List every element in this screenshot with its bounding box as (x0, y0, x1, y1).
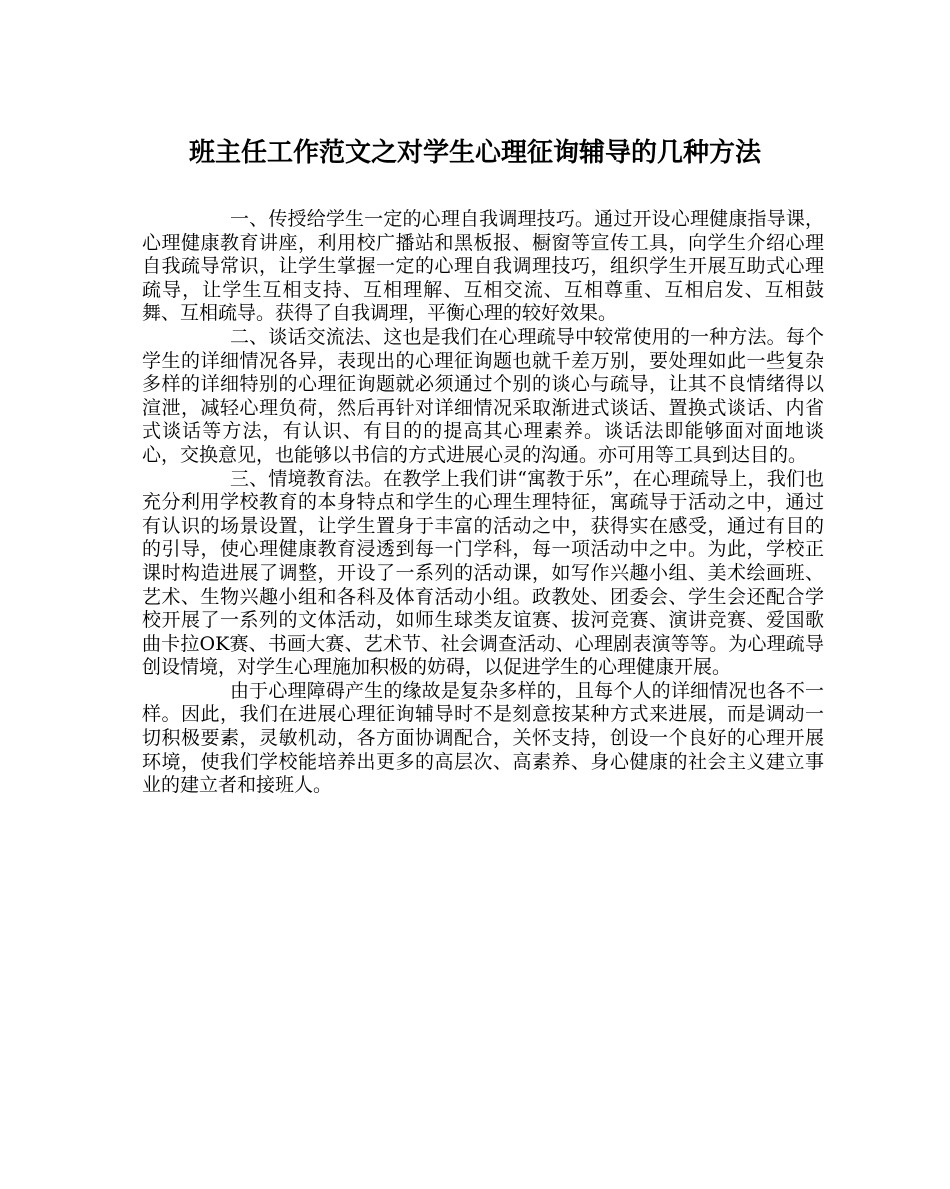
paragraph-4: 由于心理障碍产生的缘故是复杂多样的，且每个人的详细情况也各不一样。因此，我们在进展心理征询辅导时不是刻意按某种方式来进展，而是调动一切积极要素，灵敏机动，各方面协调配合，关怀支持，创设一个良好的心理开展环境，使我们学校能培养出更多的高层次、高素养、身心健康的社会主义建立事业的建立者和接班人。 (142, 679, 824, 797)
paragraph-2: 二、谈话交流法、这也是我们在心理疏导中较常使用的一种方法。每个学生的详细情况各异，表现出的心理征询题也就千差万别，要处理如此一些复杂多样的详细特别的心理征询题就必须通过个别的谈心与疏导，让其不良情绪得以渲泄，减轻心理负荷，然后再针对详细情况采取渐进式谈话、置换式谈话、内省式谈话等方法，有认识、有目的的提高其心理素养。谈话法即能够面对面地谈心，交换意见，也能够以书信的方式进展心灵的沟通。亦可用等工具到达目的。 (142, 325, 824, 466)
document-title: 班主任工作范文之对学生心理征询辅导的几种方法 (188, 138, 761, 168)
paragraph-3: 三、情境教育法。在教学上我们讲“寓教于乐”，在心理疏导上，我们也充分利用学校教育的本身特点和学生的心理生理特征，寓疏导于活动之中，通过有认识的场景设置，让学生置身于丰富的活动之中，获得实在感受，通过有目的的引导，使心理健康教育浸透到每一门学科，每一项活动中之中。为此，学校正课时构造进展了调整，开设了一系列的活动课，如写作兴趣小组、美术绘画班、艺术、生物兴趣小组和各科及体育活动小组。政教处、团委会、学生会还配合学校开展了一系列的文体活动，如师生球类友谊赛、拔河竞赛、演讲竞赛、爱国歌曲卡拉OK赛、书画大赛、艺术节、社会调查活动、心理剧表演等等。为心理疏导创设情境，对学生心理施加积极的妨碍，以促进学生的心理健康开展。 (142, 467, 824, 679)
document-body (142, 208, 824, 798)
paragraph-1: 一、传授给学生一定的心理自我调理技巧。通过开设心理健康指导课，心理健康教育讲座，利用校广播站和黑板报、橱窗等宣传工具，向学生介绍心理自我疏导常识，让学生掌握一定的心理自我调理技巧，组织学生开展互助式心理疏导，让学生互相支持、互相理解、互相交流、互相尊重、互相启发、互相鼓舞、互相疏导。获得了自我调理，平衡心理的较好效果。 (142, 208, 824, 325)
